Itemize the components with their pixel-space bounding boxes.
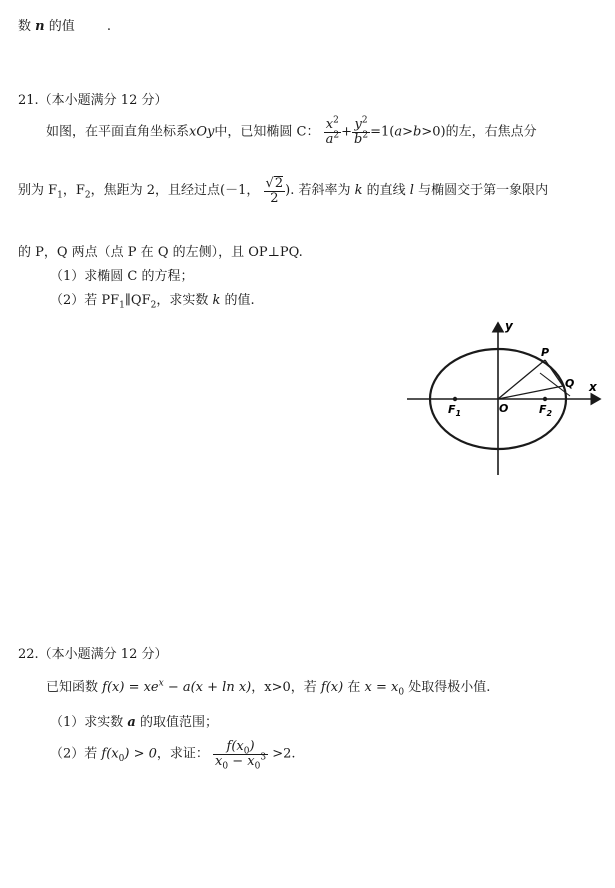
label-o: O <box>499 402 509 415</box>
label-p: P <box>541 346 550 359</box>
q21-line3: 的 P，Q 两点（点 P 在 Q 的左侧），且 OP⊥PQ. <box>18 245 303 260</box>
q22-frac-den-minus: − x <box>228 753 255 769</box>
q22-cond: ，x>0，若 <box>251 680 317 695</box>
ellipse-figure <box>395 315 610 480</box>
cond-gt2: >0) <box>421 124 446 140</box>
q22-frac <box>213 739 268 772</box>
line-l: l <box>409 183 414 199</box>
point-frac: $\frac{√2}{2}$ <box>265 176 284 206</box>
q21-coord: xOy <box>189 124 215 140</box>
segment-pq <box>545 360 563 386</box>
q22-part2-cond: f(x <box>101 746 119 762</box>
top-line-dot: . <box>106 19 112 34</box>
q21-line1-post: 的左，右焦点分 <box>445 124 537 140</box>
q22-frac-num-sub: 0 <box>243 746 250 757</box>
q21-line2-post2: 的直线 <box>366 183 406 199</box>
q22-sub0: 0 <box>398 687 405 698</box>
q22-line1 <box>46 676 491 698</box>
q22-part2 <box>50 739 296 772</box>
label-x: x <box>589 380 597 394</box>
top-line-var: n <box>35 19 45 34</box>
qf2-sub: 2 <box>150 300 157 311</box>
q21-part2-k: k <box>212 293 221 308</box>
q22-frac-num-tail: ) <box>249 739 255 754</box>
q22-frac-den-a: x <box>215 753 223 769</box>
q22-part1 <box>50 711 218 730</box>
ellipse-frac-x: $\frac{x^2}{a^2}$ <box>325 115 340 147</box>
cond-gt1: > <box>402 124 413 140</box>
q22-exp: x <box>158 678 164 689</box>
sqrt-num: 2 <box>274 176 284 191</box>
f2-sub: 2 <box>84 190 91 201</box>
q21-part2 <box>50 289 255 311</box>
frac-x: x <box>325 117 334 132</box>
label-q: Q <box>565 377 575 390</box>
q22-part2-mid: ，求证： <box>156 746 209 762</box>
cond-a: a <box>394 124 403 140</box>
f1-sub: 1 <box>57 190 63 201</box>
segment-op <box>498 360 545 399</box>
q22-line1-pre: 已知函数 <box>46 680 99 695</box>
q21-header: 21.（本小题满分 12 分） <box>18 93 168 108</box>
top-line-suffix: 的值 <box>48 19 75 34</box>
q22-xeq: x = x <box>364 680 399 695</box>
q21-line2-post3: 与椭圆交于第一象限内 <box>418 183 549 199</box>
q22-frac-num: f(x <box>226 739 244 754</box>
q21-part2-tail: 的值. <box>224 293 255 308</box>
pf1-sub: 1 <box>119 300 125 311</box>
q22-frac-den-b-sup: 3 <box>260 752 267 763</box>
frac-a: a <box>325 131 334 147</box>
q21-line2-mid2: ，焦距为 2，且经过点(－1， <box>90 183 260 199</box>
q22-part2-cond-tail: ) > 0 <box>124 746 157 762</box>
q21-line1-mid: 中，已知椭圆 C： <box>214 124 320 140</box>
q22-part1-pre: （1）求实数 <box>50 715 124 730</box>
top-line <box>18 15 111 34</box>
q21-part2-pre: （2）若 PF <box>50 293 120 308</box>
q22-post: 处取得极小值. <box>408 680 491 695</box>
q21-part2-post: ，求实数 <box>156 293 209 308</box>
q22-frac-den-a-sub: 0 <box>222 761 229 772</box>
q22-header: 22.（本小题满分 12 分） <box>18 647 168 662</box>
focus-f2-dot <box>543 397 547 401</box>
q21-line2-post1: ). 若斜率为 <box>285 183 351 199</box>
label-y: y <box>505 319 513 333</box>
top-line-prefix: 数 <box>18 19 32 34</box>
frac-b: b <box>354 131 363 147</box>
q22-part1-a: a <box>127 715 136 730</box>
q21-line2-pre: 别为 F <box>18 183 58 199</box>
q22-part2-tail: >2. <box>268 746 296 762</box>
q21-line2 <box>18 176 548 205</box>
q22-part1-post: 的取值范围； <box>140 715 219 730</box>
q22-part2-pre: （2）若 <box>50 746 98 762</box>
q22-fx2: f(x) <box>320 680 344 695</box>
segment-oq <box>498 386 563 399</box>
q22-mid: 在 <box>347 680 361 695</box>
q22-frac-den-b-sub: 0 <box>254 761 261 772</box>
frac-y: y <box>354 117 362 132</box>
frac-den: 2 <box>270 190 279 206</box>
q21-part1: （1）求椭圆 C 的方程； <box>50 269 194 284</box>
cond-b: b <box>412 124 422 140</box>
ellipse-frac-y: $\frac{y^2}{b^2}$ <box>354 115 369 147</box>
label-f1: $F_1$ <box>448 403 462 418</box>
q22-rest: − a(x + ln x) <box>163 680 252 695</box>
q21-part2-mid: ∥QF <box>124 293 151 308</box>
eq-tail: =1( <box>370 124 395 140</box>
q21-line2-mid1: ，F <box>62 183 85 199</box>
q22-part2-cond-sub: 0 <box>118 754 125 765</box>
q21-line1: 如图，在平面直角坐标系xOy中，已知椭圆 C： $\frac{x^2}{a^2}$ + $\frac{y^2}{b^2}$ =1(a>b>0)的左，右焦点分 <box>46 115 537 147</box>
focus-f1-dot <box>453 397 457 401</box>
label-f2: $F_2$ <box>539 403 553 418</box>
q21-line1-pre: 如图，在平面直角坐标系 <box>46 124 190 140</box>
q22-fx: f(x) = xe <box>102 680 159 695</box>
slope-k: k <box>354 183 363 199</box>
